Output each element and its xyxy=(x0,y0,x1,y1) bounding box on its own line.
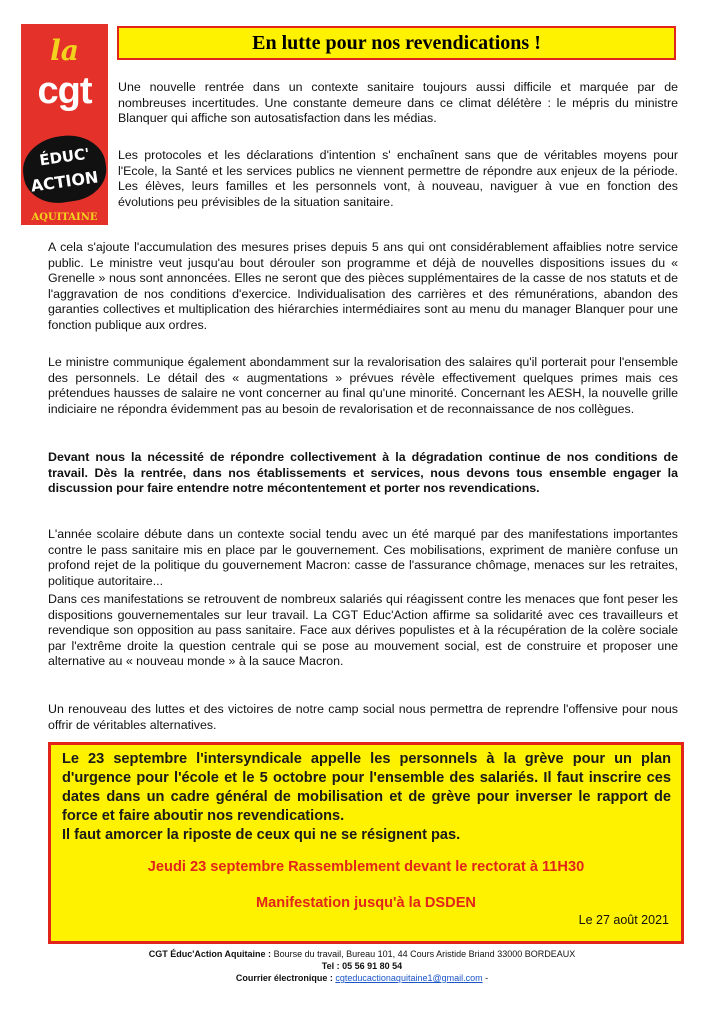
paragraph-5-bold: Devant nous la nécessité de répondre collectivement à la dégradation continue de nos conditions de travail. Dès la rentrée, dans nos établissements et services, nous devons tous ensemble engager la discussion pour faire entendre notre mécontentement et porter nos revendications. xyxy=(48,450,678,496)
page-title: En lutte pour nos revendications ! xyxy=(252,31,541,54)
logo-region-text: AQUITAINE xyxy=(31,212,98,223)
footer-email-suffix: - xyxy=(482,973,489,983)
footer-address: Bourse du travail, Bureau 101, 44 Cours Aristide Briand 33000 BORDEAUX xyxy=(271,949,576,959)
callout-second-text: Il faut amorcer la riposte de ceux qui ne se résignent pas. xyxy=(62,827,461,843)
paragraph-8: Un renouveau des luttes et des victoires de notre camp social nous permettra de reprendre l'offensive pour nous offrir de véritables alternatives. xyxy=(48,702,678,732)
callout-event-rally: Jeudi 23 septembre Rassemblement devant le rectorat à 11H30 xyxy=(147,859,585,875)
footer xyxy=(0,948,724,984)
strike-callout-box xyxy=(48,742,684,944)
callout-date: Le 27 août 2021 xyxy=(578,913,669,927)
callout-main-text: Le 23 septembre l'intersyndicale appelle les personnels à la grève pour un plan d'urgence pour l'école et le 5 octobre pour l'ensemble des salariés. Il faut inscrire ces dates dans un cadre général de mobilisation et de grève pour inverser le rapport de force et faire aboutir nos revendications. xyxy=(62,751,671,824)
paragraph-7: Dans ces manifestations se retrouvent de nombreux salariés qui réagissent contre les menaces que font peser les dispositions gouvernementales sur leur travail. La CGT Educ'Action affirme sa solidarité avec ces travailleurs et revendique son opposition au pass sanitaire. Face aux dérives populistes et à la récupération de la colère sociale par l'extrême droite la question centrale qui se pose au mouvement social, est de construire et proposer une alternative au « nouveau monde » à la sauce Macron. xyxy=(48,592,678,669)
logo-la-text: la xyxy=(50,34,79,67)
callout-event-march: Manifestation jusqu'à la DSDEN xyxy=(256,895,476,911)
footer-org: CGT Éduc'Action Aquitaine : xyxy=(148,949,272,959)
paragraph-6: L'année scolaire débute dans un contexte social tendu avec un été marqué par des manifestations importantes contre le pass sanitaire mis en place par le gouvernement. Ces mobilisations, expriment de manière confuse un profond rejet de la politique du gouvernement Macron: casse de l'assurance chômage, menaces sur les retraites, politique autoritaire... xyxy=(48,527,678,588)
paragraph-3: A cela s'ajoute l'accumulation des mesures prises depuis 5 ans qui ont considérablement affaiblies notre service public. Le ministre veut jusqu'au bout dérouler son programme et déjà de nouvelles dispositions issues du « Grenelle » nous sont annoncées. Elles ne seront que des pièces supplémentaires de la casse de nos statuts et de l'aggravation de nos conditions d'exercice. Individualisation des carrières et des rémunérations, abandon des garanties collectives et multiplication des hiérarchies intermédiaires sont au menu du manager Blanquer pour une fonction publique aux ordres. xyxy=(48,240,678,332)
paragraph-4: Le ministre communique également abondamment sur la revalorisation des salaires qu'il porterait pour l'ensemble des personnels. Le détail des « augmentations » prévues révèle effectivement quelques primes mais ces prétendues hausses de salaire ne vont concerner au final qu'une minorité. Concernant les AESH, la nouvelle grille indiciaire ne répondra évidemment pas au besoin de revalorisation et de reconnaissance de nos collègues. xyxy=(48,355,678,416)
footer-email-line xyxy=(0,972,724,984)
cgt-educaction-logo xyxy=(21,24,108,225)
paragraph-1: Une nouvelle rentrée dans un contexte sanitaire toujours aussi difficile et marquée par de nombreuses incertitudes. Une constante demeure dans ce climat délétère : le mépris du ministre Blanquer qui affiche son autosatisfaction dans les médias. xyxy=(118,80,678,126)
footer-email-label: Courrier électronique : xyxy=(235,973,336,983)
footer-address-line xyxy=(0,948,724,960)
footer-email-link[interactable]: cgteducactionaquitaine1@gmail.com xyxy=(335,973,483,983)
title-banner xyxy=(117,26,676,60)
logo-action-text: ACTION xyxy=(29,167,100,196)
logo-educ-text: ÉDUC' xyxy=(38,144,91,170)
logo-cgt-text: cgt xyxy=(37,70,92,112)
paragraph-2: Les protocoles et les déclarations d'intention s' enchaînent sans que de véritables moyens pour l'Ecole, la Santé et les services publics ne viennent permettre de répondre aux enjeux de la période. Les élèves, leurs familles et les personnels vont, à nouveau, naviguer à vue en fonction des évolutions peu prévisibles de la situation sanitaire. xyxy=(118,148,678,209)
footer-tel: Tel : 05 56 91 80 54 xyxy=(321,961,403,971)
